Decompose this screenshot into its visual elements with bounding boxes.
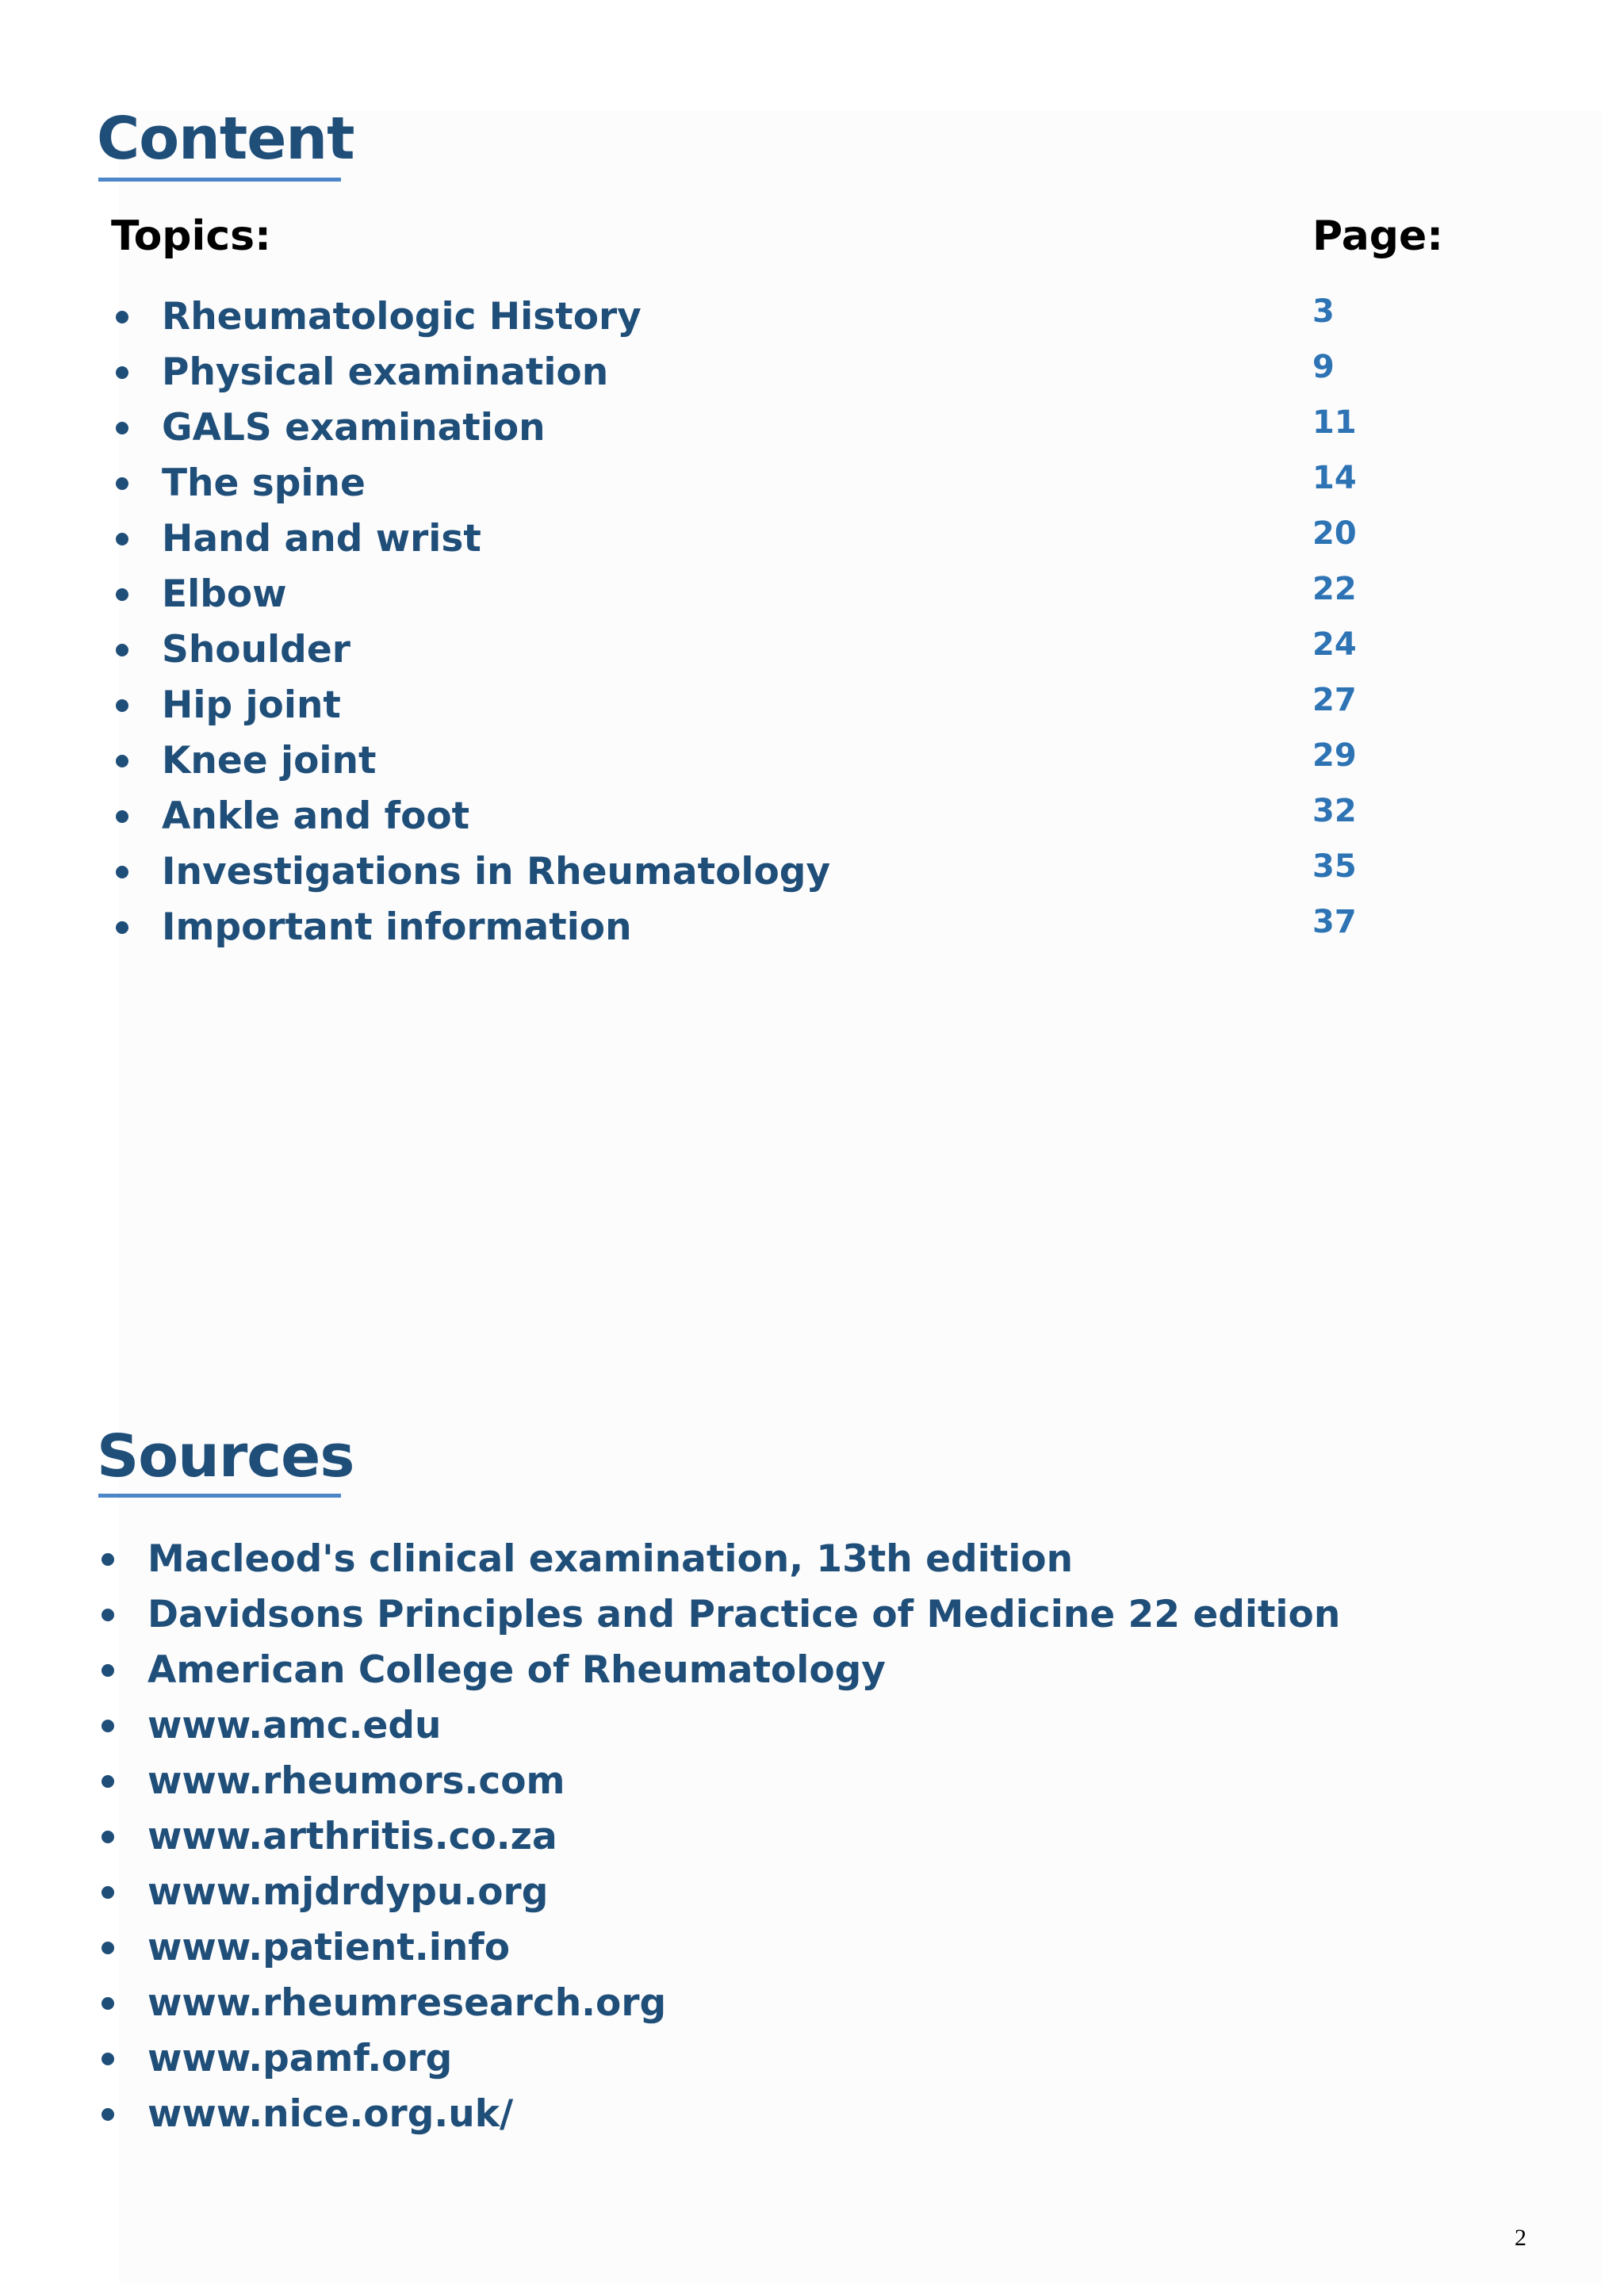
page-numbers-list: [1312, 284, 1357, 950]
bullet-icon: [116, 422, 128, 434]
topic-page-number[interactable]: 11: [1312, 404, 1357, 441]
bullet-icon: [116, 921, 128, 934]
footer-page-number: 2: [1515, 2225, 1526, 2251]
topic-label: Important information: [162, 905, 632, 949]
content-heading-underline: [98, 178, 341, 182]
topic-label: The spine: [162, 461, 366, 505]
topic-page-number[interactable]: 27: [1312, 682, 1357, 718]
source-label: Davidsons Principles and Practice of Medicine 22 edition: [147, 1593, 1341, 1636]
bullet-icon: [102, 1831, 114, 1843]
source-link[interactable]: www.pamf.org: [147, 2037, 453, 2080]
source-link-item[interactable]: [97, 2087, 1340, 2142]
topic-item[interactable]: [111, 456, 830, 511]
topic-page-number[interactable]: 22: [1312, 571, 1357, 607]
topic-label: Physical examination: [162, 350, 609, 394]
topic-label: Rheumatologic History: [162, 295, 642, 339]
topic-label: Elbow: [162, 572, 287, 616]
topic-label: Investigations in Rheumatology: [162, 850, 831, 894]
topic-label: Hip joint: [162, 683, 341, 727]
source-link[interactable]: www.mjdrdypu.org: [147, 1870, 549, 1914]
bullet-icon: [116, 366, 128, 379]
topic-item[interactable]: [111, 400, 830, 456]
sources-heading-underline: [98, 1494, 341, 1498]
bullet-icon: [102, 2053, 114, 2065]
page-column-header: Page:: [1312, 212, 1444, 260]
topic-item[interactable]: [111, 289, 830, 345]
source-item: [97, 1587, 1340, 1643]
bullet-icon: [116, 477, 128, 490]
sources-heading: Sources: [97, 1422, 354, 1490]
bullet-icon: [116, 755, 128, 767]
topic-label: Knee joint: [162, 739, 377, 783]
topic-item[interactable]: [111, 900, 830, 955]
topic-page-number[interactable]: 20: [1312, 515, 1357, 552]
source-link[interactable]: www.amc.edu: [147, 1704, 442, 1747]
bullet-icon: [102, 1664, 114, 1677]
bullet-icon: [116, 810, 128, 823]
topic-label: Hand and wrist: [162, 517, 481, 561]
source-item: [97, 1532, 1340, 1587]
source-link-item[interactable]: [97, 1976, 1340, 2031]
sources-list: [97, 1532, 1340, 2142]
bullet-icon: [116, 588, 128, 601]
topic-item[interactable]: [111, 844, 830, 900]
source-link-item[interactable]: [97, 1698, 1340, 1754]
bullet-icon: [102, 2108, 114, 2121]
topic-item[interactable]: [111, 733, 830, 789]
source-link[interactable]: www.rheumresearch.org: [147, 1981, 667, 2025]
bullet-icon: [102, 1997, 114, 2010]
source-link[interactable]: www.arthritis.co.za: [147, 1815, 557, 1858]
bullet-icon: [102, 1942, 114, 1954]
topic-label: GALS examination: [162, 406, 546, 450]
topic-page-number[interactable]: 14: [1312, 460, 1357, 496]
topic-item[interactable]: [111, 789, 830, 844]
source-link[interactable]: www.nice.org.uk/: [147, 2092, 514, 2136]
bullet-icon: [102, 1775, 114, 1788]
source-link-item[interactable]: [97, 1920, 1340, 1976]
source-item: [97, 1643, 1340, 1698]
topic-page-number[interactable]: 35: [1312, 848, 1357, 885]
topic-page-number[interactable]: 29: [1312, 737, 1357, 774]
topic-label: Ankle and foot: [162, 794, 470, 838]
source-link[interactable]: www.patient.info: [147, 1926, 511, 1969]
bullet-icon: [116, 699, 128, 712]
topic-item[interactable]: [111, 567, 830, 622]
bullet-icon: [116, 533, 128, 545]
bullet-icon: [102, 1609, 114, 1621]
bullet-icon: [102, 1720, 114, 1732]
topic-page-number[interactable]: 37: [1312, 904, 1357, 940]
topics-column-header: Topics:: [111, 212, 271, 260]
bullet-icon: [116, 866, 128, 878]
topic-item[interactable]: [111, 622, 830, 678]
content-heading: Content: [97, 105, 354, 173]
topic-item[interactable]: [111, 511, 830, 567]
topic-item[interactable]: [111, 678, 830, 733]
topics-list: [111, 289, 830, 955]
topic-page-number[interactable]: 24: [1312, 626, 1357, 663]
source-link-item[interactable]: [97, 1865, 1340, 1920]
source-label: American College of Rheumatology: [147, 1648, 886, 1692]
bullet-icon: [102, 1886, 114, 1899]
topic-label: Shoulder: [162, 628, 350, 672]
source-link-item[interactable]: [97, 1754, 1340, 1809]
bullet-icon: [116, 311, 128, 323]
topic-page-number[interactable]: 3: [1312, 293, 1335, 330]
source-link[interactable]: www.rheumors.com: [147, 1759, 565, 1803]
source-link-item[interactable]: [97, 2031, 1340, 2087]
topic-item[interactable]: [111, 345, 830, 400]
source-link-item[interactable]: [97, 1809, 1340, 1865]
source-label: Macleod's clinical examination, 13th edition: [147, 1537, 1074, 1581]
bullet-icon: [116, 644, 128, 656]
bullet-icon: [102, 1553, 114, 1566]
topic-page-number[interactable]: 9: [1312, 349, 1335, 385]
topic-page-number[interactable]: 32: [1312, 793, 1357, 829]
